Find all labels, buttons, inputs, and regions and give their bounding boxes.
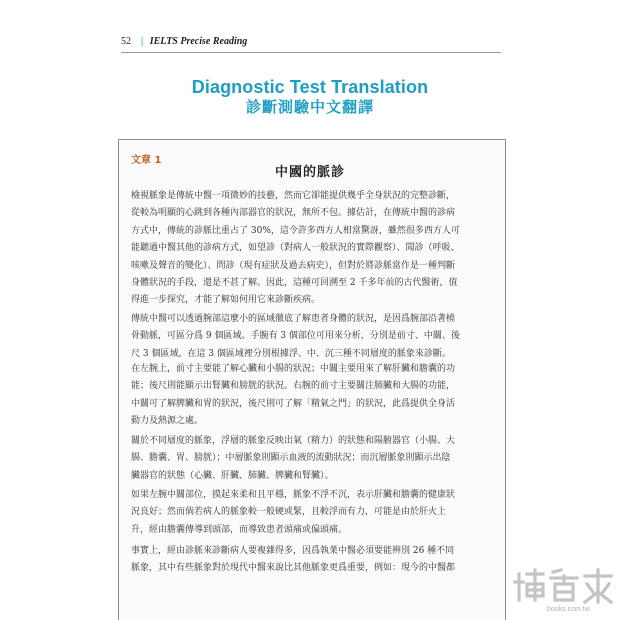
header-rule — [121, 52, 501, 53]
paragraph-3 — [131, 361, 491, 431]
paragraph-line: 在左腕上，前寸主要能了解心臟和小腸的狀況；中關主要用來了解肝臟和膽囊的功 — [131, 364, 456, 374]
paragraph-line: 檢視脈象是傳統中醫一項微妙的技藝，然而它卻能提供幾乎全身狀況的完整診斷， — [131, 191, 456, 201]
section-title-chinese: 診斷測驗中文翻譯 — [245, 98, 374, 116]
paragraph-line: 腸、膽囊、胃、膀胱）；中層脈象則顯示血液的流動狀況；而沉層脈象則顯示出陰 — [131, 453, 451, 464]
running-head — [121, 36, 247, 47]
paragraph-line: 升，經由膽囊傳導到頭部，而導致患者頭痛或偏頭痛。 — [131, 524, 348, 535]
paragraph-line: 傳統中醫可以透過腕部這麼小的區域徹底了解患者身體的狀況，是因爲腕部沿著橈 — [131, 314, 456, 324]
paragraph-line: 骨動脈，可區分爲 9 個區域。手腕有 3 個部位可用來分析，分別是前寸、中關、後 — [131, 331, 460, 342]
paragraph-line: 從較為明顯的心跳到各種內部器官的狀況，無所不包。據估計，在傳統中醫的診病 — [131, 208, 456, 219]
paragraph-line: 關於不同層度的脈象，浮層的脈象反映出氣（精力）的狀態和陽腑器官（小腸、大 — [131, 436, 456, 446]
paragraph-1 — [131, 188, 491, 310]
paragraph-line: 得進一步探究，才能了解如何用它來診斷疾病。 — [131, 295, 321, 306]
paragraph-5 — [131, 487, 491, 539]
paragraph-line: 脈象，其中有些脈象對於現代中醫來說比其他脈象更爲重要，例如：現今的中醫都 — [131, 563, 456, 574]
header-separator: | — [141, 36, 144, 47]
paragraph-line: 尺 3 個區域，在這 3 個區域裡分別根據浮、中、沉三種不同層度的脈象來診斷。 — [131, 348, 451, 359]
page-number: 52 — [121, 36, 131, 47]
watermark-logo-icon — [513, 566, 615, 606]
paragraph-line: 動力及熱源之處。 — [131, 416, 204, 427]
paragraph-line: 中關可了解脾臟和胃的狀況，後尺則可了解「精氣之門」的狀況，此爲提供全身活 — [131, 398, 456, 409]
paragraph-4 — [131, 433, 491, 485]
paragraph-line: 身體狀況的手段，還是不甚了解。因此，這種可回溯至 2 千多年前的古代醫術，值 — [131, 277, 458, 288]
section-title-english: Diagnostic Test Translation — [191, 77, 429, 97]
paragraph-6 — [131, 543, 491, 578]
watermark — [513, 566, 615, 616]
paragraph-line: 方式中，傳統的診脈比重占了 30%，這令許多西方人相當驚訝，雖然很多西方人可 — [131, 225, 460, 236]
paragraph-2 — [131, 311, 491, 363]
article-title: 中國的脈診 — [274, 165, 345, 180]
paragraph-line: 如果左腕中關部位，摸起來柔和且平穩，脈象不浮不沉，表示肝臟和膽囊的健康狀 — [131, 490, 456, 500]
paragraph-line: 臟器官的狀態（心臟、肝臟、肺臟、脾臟和腎臟）。 — [131, 470, 334, 481]
watermark-url: books.com.tw — [547, 606, 590, 613]
paragraph-line: 況良好；然而倘若病人的脈象較一般硬或緊，且較浮而有力，可能是由於肝火上 — [131, 507, 447, 518]
paragraph-line: 事實上，經由診脈來診斷病人要複雜得多，因爲執業中醫必須要能辨別 26 種不同 — [131, 546, 455, 556]
book-title: IELTS Precise Reading — [149, 36, 248, 47]
article-label: 文章 1 — [131, 155, 162, 166]
paragraph-line: 咳嗽及聲音的變化）、問診（現有症狀及過去病史），但對於將診脈當作是一種判斷 — [131, 260, 456, 271]
paragraph-line: 能；後尺則能顯示出腎臟和膀胱的狀況。右腕的前寸主要關注肺臟和大腸的功能， — [131, 381, 456, 392]
paragraph-line: 能聽過中醫其他的診病方式，如望診（對病人一般狀況的實際觀察）、聞診（呼吸、 — [131, 243, 460, 254]
